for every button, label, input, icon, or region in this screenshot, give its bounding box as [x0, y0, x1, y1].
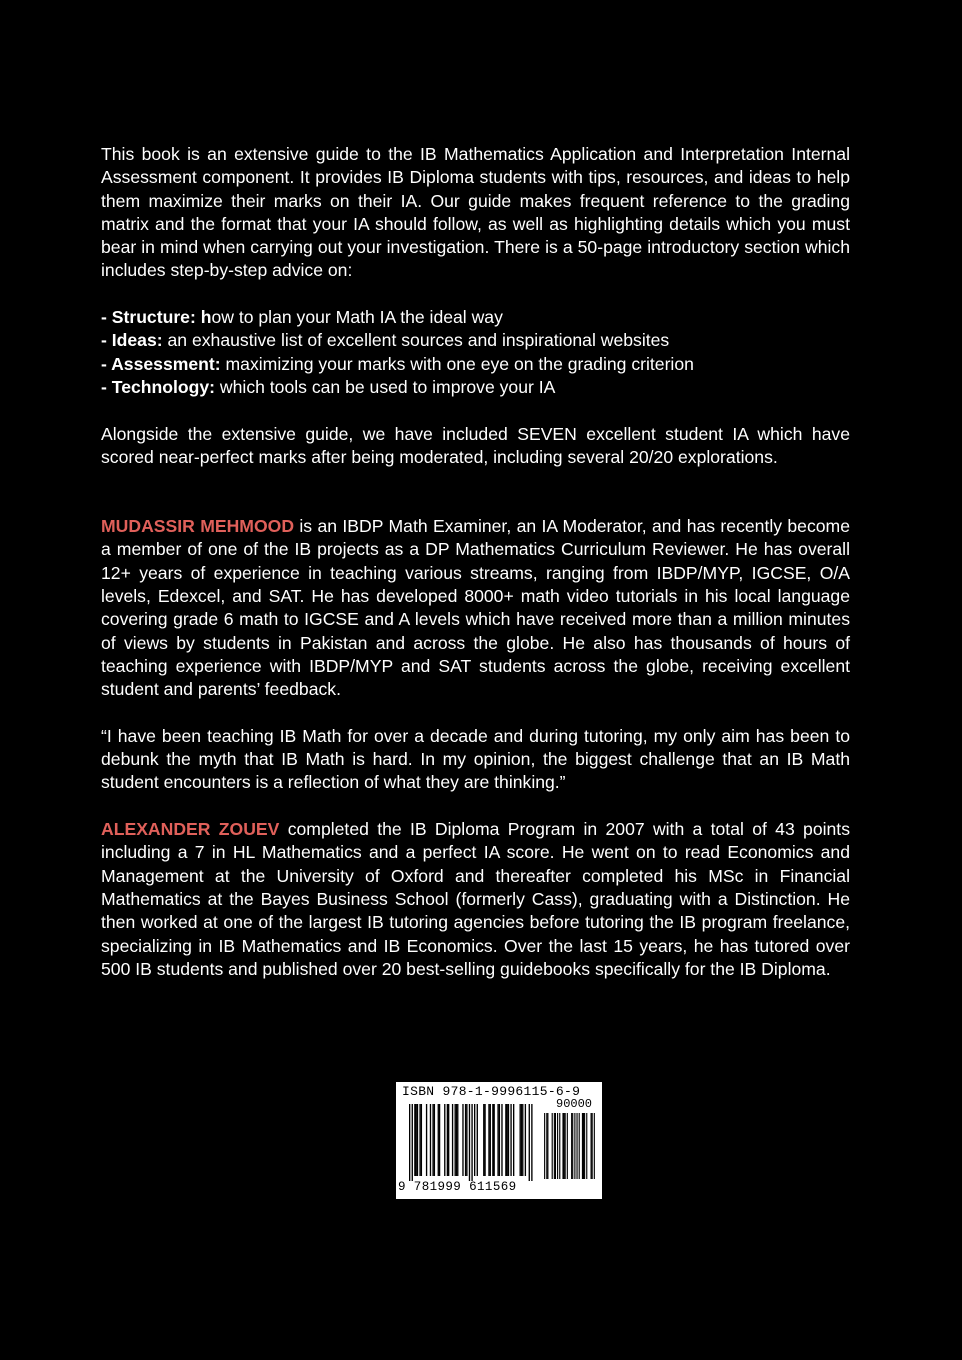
isbn-barcode	[396, 1082, 602, 1199]
barcode-bar	[483, 1104, 484, 1176]
addon-bar	[557, 1113, 558, 1179]
barcode-bar	[529, 1104, 530, 1181]
barcode-bar	[447, 1104, 448, 1176]
author1-quote: “I have been teaching IB Math for over a decade and during tutoring, my only aim has been to debunk the myth that IB Math is hard. In my opinion, the biggest challenge that an IB Math student encounters is a reflection of what they are thinking.”	[101, 725, 850, 793]
author2-bio-text: completed the IB Diploma Program in 2007 with a total of 43 points including a 7 in HL Mathematics and a perfect IA score. He went on to read Economics and Management at the University of Oxford and thereafter completed his MSc in Financial Mathematics at the Bayes Business School (formerly Cass), graduating with a Distinction. He then worked at one of the largest IB tutoring agencies before tutoring the IB program freelance, specializing in IB Mathematics and IB Economics. Over the last 15 years, he has tutored over 500 IB students and published over 20 best-selling guidebooks specifically for the IB Diploma.	[101, 819, 850, 979]
advice-text: an exhaustive list of excellent sources and inspirational websites	[162, 330, 670, 351]
advice-text: which tools can be used to improve your IA	[215, 376, 556, 397]
addon-bar	[562, 1113, 563, 1179]
addon-bar	[584, 1113, 585, 1179]
barcode-bar	[471, 1104, 472, 1181]
barcode-bar	[438, 1104, 439, 1176]
ean-digits: 9 781999 611569	[398, 1180, 517, 1194]
barcode-bar	[492, 1104, 493, 1176]
barcode-bar	[414, 1104, 415, 1176]
author2-name: ALEXANDER ZOUEV	[101, 819, 280, 840]
barcode-bar	[490, 1104, 491, 1176]
barcode-bar	[484, 1104, 485, 1176]
barcode-bar	[501, 1104, 502, 1176]
barcode-bar	[432, 1104, 433, 1176]
barcode-bar	[457, 1104, 458, 1176]
barcode-bar	[520, 1104, 521, 1176]
addon-bar	[576, 1113, 577, 1179]
price-code: 90000	[556, 1097, 593, 1111]
barcode-bar	[465, 1104, 466, 1176]
barcode-bar	[409, 1104, 410, 1181]
barcode-bar	[455, 1104, 456, 1176]
back-cover-text	[101, 143, 850, 981]
addon-bar	[554, 1113, 555, 1179]
addon-bar	[579, 1113, 580, 1179]
addon-bar	[555, 1113, 556, 1179]
barcode-bar	[466, 1104, 467, 1176]
barcode-bar	[469, 1104, 470, 1181]
author1-name: MUDASSIR MEHMOOD	[101, 516, 295, 537]
addon-bar	[547, 1113, 548, 1179]
intro-paragraph: This book is an extensive guide to the IB Mathematics Application and Interpretation Internal Assessment component. It provides IB Diploma students with tips, resources, and ideas to help them maximize their marks on their IA. Our guide makes frequent reference to the grading matrix and the format that your IA should follow, as well as highlighting details which you must bear in mind when carrying out your investigation. There is a 50-page introductory section which includes step-by-step advice on:	[101, 144, 850, 281]
barcode-bar	[497, 1104, 498, 1176]
barcode-bar	[513, 1104, 514, 1176]
addon-bar	[559, 1113, 560, 1179]
addon-bar	[544, 1113, 545, 1179]
barcode-bar	[417, 1104, 418, 1176]
barcode-bar	[525, 1104, 526, 1176]
barcode-bar	[430, 1104, 431, 1176]
barcode-bar	[439, 1104, 440, 1176]
barcode-bar	[426, 1104, 427, 1176]
barcode-bar	[448, 1104, 449, 1176]
addon-bar	[572, 1113, 573, 1179]
addon-bar	[571, 1113, 572, 1179]
author2-bio	[101, 818, 850, 981]
alongside-paragraph: Alongside the extensive guide, we have included SEVEN excellent student IA which have scored near-perfect marks after being moderated, including several 20/20 explorations.	[101, 423, 850, 467]
barcode-bar	[452, 1104, 453, 1176]
author1-bio-text: is an IBDP Math Examiner, an IA Moderator, and has recently become a member of one of the IB projects as a DP Mathematics Curriculum Reviewer. He has overall 12+ years of experience in teaching various streams, ranging from IBDP/MYP, IGCSE, O/A levels, Edexcel, and SAT. He has developed 8000+ math video tutorials in his local language covering grade 6 math to IGCSE and A levels which have received more than a million minutes of views by students in Pakistan and across the globe. He also has thousands of hours of teaching experience with IBDP/MYP and SAT students across the globe, receiving excellent student and parents’ feedback.	[101, 516, 850, 700]
addon-bar	[592, 1113, 593, 1179]
isbn-label: ISBN 978-1-9996115-6-9	[402, 1084, 581, 1099]
barcode-bar	[488, 1104, 489, 1176]
addon-bar	[564, 1113, 565, 1179]
addon-bar	[586, 1113, 587, 1179]
barcode-bar	[507, 1104, 508, 1176]
barcode-bar	[505, 1104, 506, 1176]
barcode-bar	[434, 1104, 435, 1176]
barcode-bar	[456, 1104, 457, 1176]
advice-label: - Technology:	[101, 376, 216, 397]
barcode-bar	[444, 1104, 445, 1176]
addon-bar	[552, 1113, 553, 1179]
barcode-bar	[412, 1104, 413, 1181]
author1-bio	[101, 515, 850, 701]
barcode-bar	[522, 1104, 523, 1176]
addon-bar	[591, 1113, 592, 1179]
advice-text: ow to plan your Math IA the ideal way	[211, 307, 503, 328]
barcode-bar	[521, 1104, 522, 1176]
barcode-bar	[419, 1104, 420, 1176]
addon-bar	[567, 1113, 568, 1179]
advice-item-assessment	[101, 353, 850, 376]
barcode-bar	[416, 1104, 417, 1176]
advice-label: - Ideas:	[101, 330, 163, 351]
addon-bar	[574, 1113, 575, 1179]
barcode-bar	[421, 1104, 422, 1176]
addon-bar	[582, 1113, 583, 1179]
advice-label: - Structure: h	[101, 307, 212, 328]
advice-text: maximizing your marks with one eye on the grading criterion	[220, 353, 694, 374]
addon-bar	[565, 1113, 566, 1179]
advice-item-ideas	[101, 329, 850, 352]
barcode-bar	[508, 1104, 509, 1176]
barcode-bar	[474, 1104, 475, 1176]
barcode-bar	[477, 1104, 478, 1176]
barcode-bar	[462, 1104, 463, 1176]
advice-item-technology	[101, 376, 850, 399]
advice-label: - Assessment:	[101, 353, 221, 374]
barcode-bar	[494, 1104, 495, 1176]
addon-bar	[583, 1113, 584, 1179]
addon-bar	[546, 1113, 547, 1179]
addon-bar	[594, 1113, 595, 1179]
advice-list	[101, 306, 850, 399]
barcode-bar	[510, 1104, 511, 1176]
barcode-bar	[499, 1104, 500, 1176]
advice-item-structure	[101, 306, 850, 329]
barcode-bar	[531, 1104, 532, 1181]
